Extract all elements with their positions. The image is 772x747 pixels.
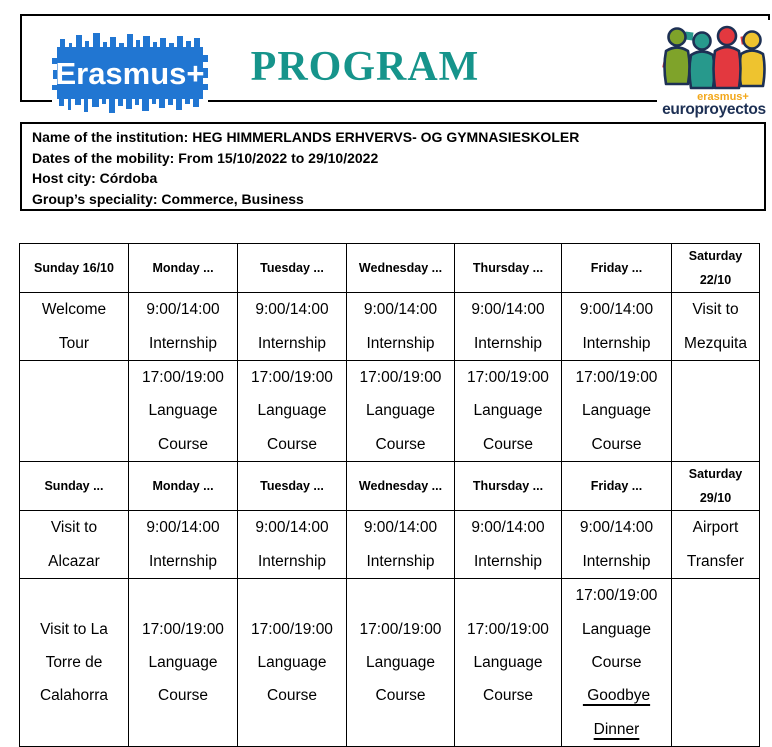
schedule-cell-line: Dinner	[593, 720, 640, 738]
schedule-cell-line: Friday ...	[590, 261, 643, 275]
schedule-cell	[672, 293, 760, 361]
schedule-cell	[238, 293, 347, 361]
europroyectos-logo-line2: europroyectos	[662, 101, 766, 118]
day-header-cell	[129, 462, 238, 511]
schedule-cell-line: Mezquita	[684, 334, 747, 352]
schedule-cell-line: 17:00/19:00	[575, 587, 658, 605]
schedule-cell-line: 9:00/14:00	[471, 519, 545, 537]
group-speciality-line: Group’s speciality: Commerce, Business	[32, 190, 304, 207]
schedule-cell-line: Wednesday ...	[358, 479, 443, 494]
schedule-cell-line: Monday ...	[152, 261, 214, 275]
schedule-cell-line: 17:00/19:00	[467, 620, 549, 638]
schedule-cell-line: 9:00/14:00	[471, 301, 545, 319]
schedule-cell-line: Language	[473, 402, 543, 420]
schedule-cell-line: Internship	[473, 334, 543, 352]
schedule-cell-line: Internship	[473, 552, 543, 570]
schedule-cell-line: Tour	[58, 334, 90, 352]
schedule-cell-line: Language	[582, 620, 651, 638]
schedule-cell-line: Visit to La	[40, 620, 108, 638]
schedule-cell-line: Sunday 16/10	[34, 261, 114, 275]
schedule-cell-line: Friday ...	[590, 479, 643, 494]
schedule-cell-line: Course	[158, 687, 208, 705]
schedule-cell-line: 17:00/19:00	[142, 369, 224, 386]
schedule-cell	[20, 511, 129, 579]
schedule-cell-line: Course	[591, 435, 642, 453]
schedule-cell	[455, 293, 562, 361]
schedule-cell-line: 9:00/14:00	[579, 519, 654, 537]
schedule-cell-line: Visit to	[692, 301, 739, 319]
schedule-cell-line: Language	[366, 654, 435, 672]
erasmus-logo-text: Erasmus+	[55, 56, 205, 91]
schedule-cell-line: 17:00/19:00	[359, 620, 442, 638]
schedule-cell	[455, 361, 562, 462]
schedule-cell-line: Course	[591, 654, 642, 672]
schedule-cell-line: 17:00/19:00	[142, 620, 224, 638]
day-header-cell	[347, 462, 455, 511]
schedule-cell	[562, 579, 672, 747]
schedule-cell-line: Course	[483, 435, 533, 453]
schedule-cell-line: Thursday ...	[472, 261, 544, 275]
schedule-cell-line: Thursday ...	[472, 479, 544, 494]
schedule-table	[19, 243, 760, 747]
schedule-cell-line: Language	[473, 654, 543, 672]
schedule-cell-line: Language	[582, 402, 651, 420]
schedule-cell-line: Internship	[582, 334, 651, 352]
schedule-cell-line: Torre de	[45, 654, 103, 672]
schedule-cell-line: Course	[267, 687, 317, 705]
header-box	[20, 14, 770, 118]
schedule-row	[20, 511, 760, 579]
schedule-cell	[238, 361, 347, 462]
schedule-cell-line: 9:00/14:00	[255, 519, 329, 537]
schedule-cell	[562, 293, 672, 361]
schedule-row	[20, 293, 760, 361]
schedule-cell-line: 17:00/19:00	[359, 369, 442, 386]
schedule-cell-line: Language	[366, 402, 435, 420]
schedule-cell-line: 22/10	[699, 273, 732, 287]
schedule-cell-line: Saturday	[688, 467, 743, 482]
schedule-cell	[129, 361, 238, 462]
schedule-cell-line: 17:00/19:00	[251, 369, 333, 386]
schedule-cell-line: 9:00/14:00	[363, 519, 438, 537]
schedule-cell-line: Transfer	[686, 552, 745, 570]
schedule-cell-line: 17:00/19:00	[467, 369, 549, 386]
schedule-cell	[562, 511, 672, 579]
schedule-cell-line: Course	[483, 687, 533, 705]
day-header-cell	[347, 244, 455, 293]
page-title: PROGRAM	[250, 44, 480, 90]
schedule-cell	[455, 579, 562, 747]
schedule-cell-line: Tuesday ...	[260, 479, 324, 494]
day-header-row	[20, 244, 760, 293]
schedule-cell-line: 9:00/14:00	[146, 519, 220, 537]
day-header-cell	[672, 244, 760, 293]
schedule-cell	[347, 293, 455, 361]
schedule-cell	[562, 361, 672, 462]
schedule-cell	[129, 293, 238, 361]
schedule-row	[20, 579, 760, 747]
schedule-cell-line: 17:00/19:00	[575, 369, 658, 386]
schedule-cell	[672, 511, 760, 579]
schedule-cell-line: 9:00/14:00	[255, 301, 329, 319]
schedule-cell	[347, 579, 455, 747]
schedule-cell-line: Internship	[366, 334, 435, 352]
day-header-cell	[455, 244, 562, 293]
schedule-cell-line: Saturday	[688, 249, 743, 263]
schedule-cell	[20, 361, 129, 462]
schedule-cell-line: Tuesday ...	[260, 261, 324, 275]
schedule-cell-line: Internship	[366, 552, 435, 570]
schedule-cell-line: Course	[158, 435, 208, 453]
schedule-cell	[672, 579, 760, 747]
schedule-cell-line: Sunday ...	[44, 479, 104, 494]
host-city-line: Host city: Córdoba	[32, 170, 158, 186]
schedule-cell	[347, 361, 455, 462]
institution-name-line: Name of the institution: HEG HIMMERLANDS ERHVERVS- OG GYMNASIESKOLER	[32, 129, 580, 145]
day-header-cell	[562, 462, 672, 511]
schedule-cell-line: 17:00/19:00	[251, 620, 333, 638]
schedule-cell	[238, 579, 347, 747]
europroyectos-logo-line1: erasmus+	[697, 91, 749, 103]
schedule-cell-line: Visit to	[50, 519, 98, 537]
schedule-cell	[20, 579, 129, 747]
schedule-cell-line: Language	[257, 402, 327, 420]
day-header-cell	[20, 244, 129, 293]
schedule-cell-line: Course	[375, 435, 426, 453]
schedule-cell-line: Internship	[257, 334, 327, 352]
day-header-cell	[238, 244, 347, 293]
schedule-cell-line: Calahorra	[39, 687, 109, 705]
schedule-cell-line: 9:00/14:00	[146, 301, 220, 319]
schedule-cell	[672, 361, 760, 462]
schedule-cell	[455, 511, 562, 579]
schedule-cell-line: Goodbye	[582, 687, 651, 705]
schedule-cell-line: Alcazar	[48, 552, 100, 570]
schedule-cell	[347, 511, 455, 579]
day-header-cell	[562, 244, 672, 293]
schedule-row	[20, 361, 760, 462]
day-header-cell	[20, 462, 129, 511]
day-header-cell	[455, 462, 562, 511]
schedule-cell-line: 9:00/14:00	[363, 301, 438, 319]
schedule-cell	[238, 511, 347, 579]
day-header-row	[20, 462, 760, 511]
schedule-cell-line: Language	[148, 654, 218, 672]
day-header-cell	[238, 462, 347, 511]
schedule-cell-line: Internship	[257, 552, 327, 570]
institution-info-box	[20, 122, 766, 211]
day-header-cell	[672, 462, 760, 511]
europroyectos-logo-icon	[657, 20, 772, 119]
schedule-cell	[20, 293, 129, 361]
schedule-cell	[129, 511, 238, 579]
schedule-cell-line: 9:00/14:00	[579, 301, 654, 319]
schedule-cell-line: Course	[375, 687, 426, 705]
schedule-cell-line: Airport	[692, 519, 739, 537]
schedule-cell-line: Language	[148, 402, 218, 420]
schedule-cell-line: Internship	[148, 334, 218, 352]
schedule-table-body	[20, 244, 760, 747]
mobility-dates-line: Dates of the mobility: From 15/10/2022 to 29/10/2022	[32, 149, 379, 166]
schedule-cell-line: Course	[267, 435, 317, 453]
day-header-cell	[129, 244, 238, 293]
schedule-cell-line: Internship	[582, 552, 651, 570]
schedule-cell	[129, 579, 238, 747]
schedule-cell-line: 29/10	[699, 491, 732, 506]
schedule-cell-line: Welcome	[41, 301, 107, 319]
schedule-cell-line: Monday ...	[152, 479, 214, 494]
schedule-cell-line: Wednesday ...	[358, 261, 443, 275]
schedule-cell-line: Language	[257, 654, 327, 672]
schedule-cell-line: Internship	[148, 552, 218, 570]
